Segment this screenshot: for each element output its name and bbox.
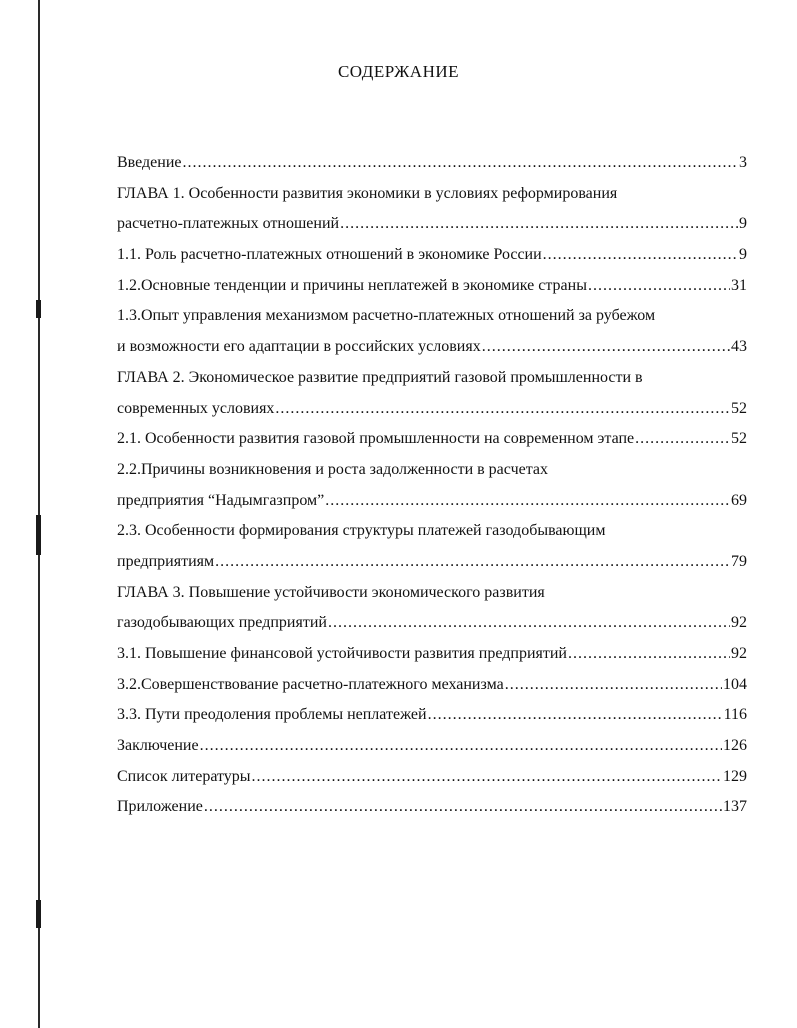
toc-entry-last-line: [117, 670, 747, 701]
toc-entry-title: расчетно-платежных отношений: [117, 215, 340, 233]
scan-mark: [36, 300, 41, 318]
toc-page-number: 79: [731, 552, 747, 570]
toc-page-number: 9: [739, 215, 747, 233]
toc-entry-line: ГЛАВА 2. Экономическое развитие предприятий газовой промышленности в: [117, 368, 643, 386]
toc-entry-last-line: [117, 792, 747, 823]
scan-mark: [36, 900, 41, 928]
toc-entry-title: 3.1. Повышение финансовой устойчивости развития предприятий: [117, 645, 567, 662]
toc-entry: [117, 271, 747, 302]
toc-page-number: 126: [723, 737, 747, 755]
toc-leader-dots: [340, 209, 738, 240]
toc-page-number: 43: [731, 338, 747, 356]
toc-entry: [117, 670, 747, 701]
toc-entry: [117, 516, 747, 577]
toc-entry: [117, 179, 747, 240]
toc-leader-dots: [275, 394, 730, 425]
toc-entry-last-line: [117, 148, 747, 179]
toc-entry: [117, 639, 747, 670]
toc-entry: [117, 148, 747, 179]
toc-page-number: 137: [723, 798, 747, 816]
toc-page-number: 52: [731, 430, 747, 448]
toc-page-number: 104: [723, 675, 747, 693]
toc-entry-line: 2.2.Причины возникновения и роста задолженности в расчетах: [117, 460, 548, 478]
toc-entry-title: 3.2.Совершенствование расчетно-платежного механизма: [117, 675, 504, 693]
toc-entry-last-line: [117, 639, 747, 670]
toc-leader-dots: [215, 547, 730, 578]
toc-leader-dots: [505, 670, 722, 701]
toc-leader-dots: [568, 639, 730, 670]
toc-entry-last-line: [117, 271, 747, 302]
page-title: СОДЕРЖАНИЕ: [337, 62, 460, 81]
toc-entry-last-line: [117, 608, 747, 639]
toc-page-number: 3: [739, 154, 747, 171]
toc-entry-last-line: [117, 486, 747, 517]
toc-entry: [117, 792, 747, 823]
toc-entry-title: Заключение: [117, 737, 199, 755]
toc-entry-title: 1.2.Основные тенденции и причины неплатежей в экономике страны: [117, 276, 587, 294]
toc-leader-dots: [543, 240, 738, 271]
toc-entry-last-line: [117, 547, 747, 578]
toc-entry: [117, 240, 747, 271]
toc-page-number: 129: [723, 767, 747, 785]
toc-entry-title: Приложение: [117, 798, 203, 816]
toc-page-number: 9: [739, 246, 747, 264]
toc-entry: [117, 700, 747, 731]
toc-leader-dots: [328, 608, 730, 639]
toc-leader-dots: [200, 731, 722, 762]
toc-entry-line: ГЛАВА 3. Повышение устойчивости экономического развития: [117, 583, 545, 601]
toc-entry-line: 2.3. Особенности формирования структуры платежей газодобывающим: [117, 522, 606, 540]
toc-entry: [117, 762, 747, 793]
toc-page-number: 31: [731, 276, 747, 294]
toc-page-number: 116: [723, 706, 747, 724]
toc-entry-title: газодобывающих предприятий: [117, 614, 327, 632]
toc-page-number: 52: [731, 399, 747, 417]
toc-entry: [117, 301, 747, 362]
toc-page-number: 92: [731, 614, 747, 632]
toc-entry-title: 3.3. Пути преодоления проблемы неплатежей: [117, 706, 427, 724]
toc-entry-title: предприятиям: [117, 552, 215, 570]
toc-leader-dots: [635, 424, 730, 455]
toc-entry: [117, 424, 747, 455]
toc-leader-dots: [428, 700, 723, 731]
toc-entry: [117, 455, 747, 516]
toc-entry-title: Введение: [117, 154, 182, 171]
toc-leader-dots: [325, 486, 730, 517]
toc-leader-dots: [252, 762, 722, 793]
toc-entry: [117, 363, 747, 424]
toc-entry-title: 2.1. Особенности развития газовой промышленности на современном этапе: [117, 430, 635, 448]
toc-leader-dots: [588, 271, 730, 302]
toc-entry-last-line: [117, 700, 747, 731]
toc-entry-last-line: [117, 424, 747, 455]
toc-page-number: 92: [731, 645, 747, 662]
toc-entry-last-line: [117, 394, 747, 425]
toc-entry-title: современных условиях: [117, 399, 275, 417]
toc-entry: [117, 731, 747, 762]
scan-mark: [36, 515, 41, 555]
toc-entry-line: ГЛАВА 1. Особенности развития экономики в условиях реформирования: [117, 184, 618, 202]
toc-page-number: 69: [731, 491, 747, 509]
toc-entry-title: и возможности его адаптации в российских условиях: [117, 338, 481, 356]
scan-binding-edge: [38, 0, 40, 1028]
table-of-contents: [117, 148, 747, 823]
toc-entry-last-line: [117, 731, 747, 762]
toc-entry-last-line: [117, 240, 747, 271]
toc-entry-line: 1.3.Опыт управления механизмом расчетно-платежных отношений за рубежом: [117, 307, 656, 325]
toc-entry-last-line: [117, 209, 747, 240]
toc-leader-dots: [482, 332, 730, 363]
toc-leader-dots: [204, 792, 722, 823]
toc-entry-title: Список литературы: [117, 767, 251, 785]
toc-entry-last-line: [117, 762, 747, 793]
toc-entry-title: 1.1. Роль расчетно-платежных отношений в экономике России: [117, 246, 542, 264]
toc-leader-dots: [183, 148, 739, 179]
toc-entry-title: предприятия “Надымгазпром”: [117, 491, 325, 509]
toc-entry-last-line: [117, 332, 747, 363]
toc-entry: [117, 578, 747, 639]
